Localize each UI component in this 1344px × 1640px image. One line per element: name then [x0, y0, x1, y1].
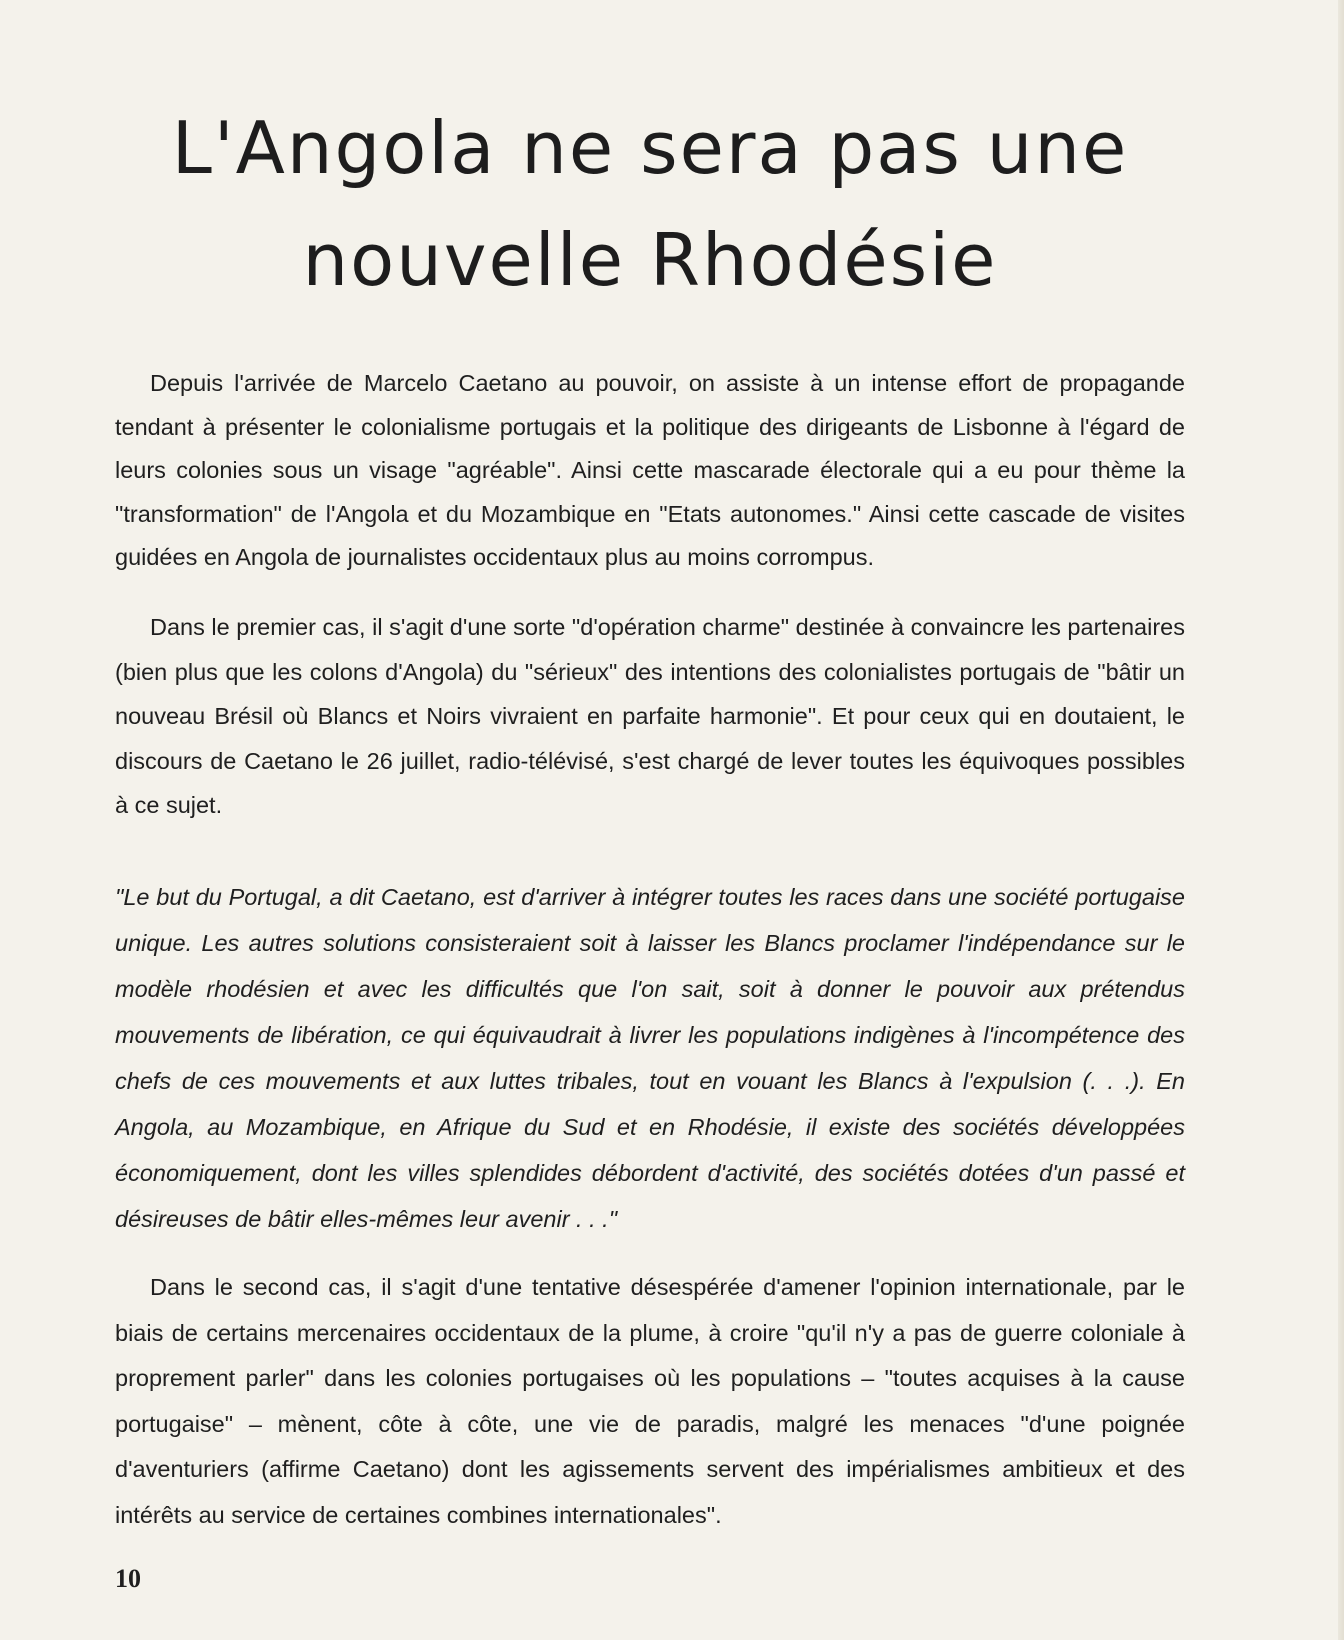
paragraph-1: Depuis l'arrivée de Marcelo Caetano au pouvoir, on assiste à un intense effort de propagande tendant à présenter le colonialisme portugais et la politique des dirigeants de Lisbonne à l'égard de leurs colonies sous un visage "agréable". Ainsi cette mascarade électorale qui a eu pour thème la "transformation" de l'Angola et du Mozambique en "Etats autonomes." Ainsi cette cascade de visites guidées en Angola de journalistes occidentaux plus au moins corrompus. [115, 370, 1185, 570]
title-line-1: L'Angola ne sera pas une [171, 106, 1129, 190]
page-number: 10 [115, 1564, 141, 1593]
paragraph-3: Dans le second cas, il s'agit d'une tentative désespérée d'amener l'opinion internationale, par le biais de certains mercenaires occidentaux de la plume, à croire "qu'il n'y a pas de guerre coloniale à proprement parler" dans les colonies portugaises où les populations – "toutes acquises à la cause portugaise" – mènent, côte à côte, une vie de paradis, malgré les menaces "d'une poignée d'aventuriers (affirme Caetano) dont les agissements servent des impérialismes ambitieux et des intérêts au service de certaines combines internationales". [115, 1274, 1185, 1528]
page-edge [1338, 0, 1344, 1640]
article-title [110, 92, 1190, 316]
title-line-2: nouvelle Rhodésie [302, 218, 998, 302]
caetano-quote: "Le but du Portugal, a dit Caetano, est d'arriver à intégrer toutes les races dans une société portugaise unique. Les autres solutions consisteraient soit à laisser les Blancs proclamer l'indépendance sur le modèle rhodésien et avec les difficultés que l'on sait, soit à donner le pouvoir aux prétendus mouvements de libération, ce qui équivaudrait à livrer les populations indigènes à l'incompétence des chefs de ces mouvements et aux luttes tribales, tout en vouant les Blancs à l'expulsion (. . .). En Angola, au Mozambique, en Afrique du Sud et en Rhodésie, il existe des sociétés développées économiquement, dont les villes splendides débordent d'activité, des sociétés dotées d'un passé et désireuses de bâtir elles-mêmes leur avenir . . ." [115, 884, 1185, 1232]
paragraph-2: Dans le premier cas, il s'agit d'une sorte "d'opération charme" destinée à convaincre les partenaires (bien plus que les colons d'Angola) du "sérieux" des intentions des colonialistes portugais de "bâtir un nouveau Brésil où Blancs et Noirs vivraient en parfaite harmonie". Et pour ceux qui en doutaient, le discours de Caetano le 26 juillet, radio-télévisé, s'est chargé de lever toutes les équivoques possibles à ce sujet. [115, 614, 1185, 818]
